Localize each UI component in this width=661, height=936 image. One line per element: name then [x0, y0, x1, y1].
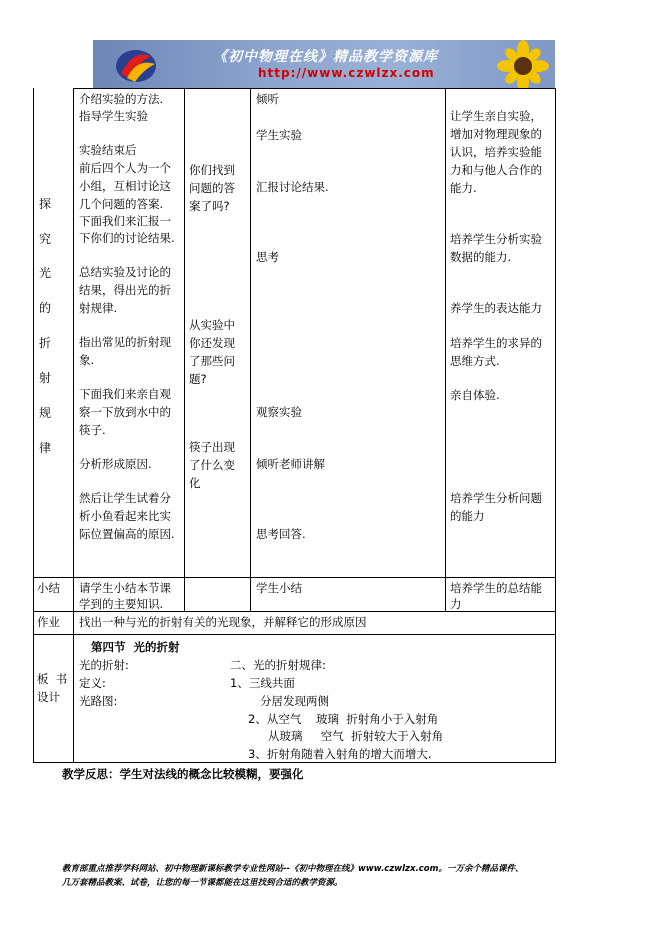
site-logo-icon: [113, 44, 159, 86]
teacher-line: 下你们的讨论结果.: [79, 231, 175, 245]
section-char: 光: [38, 266, 51, 280]
student-line: 汇报讨论结果.: [256, 180, 329, 194]
question-line: 了那些问: [189, 354, 235, 368]
banner-title: 《初中物理在线》精品教学资源库: [213, 49, 438, 65]
col-border-1: [73, 88, 74, 763]
teacher-line: 下面我们来亲自观: [79, 387, 171, 401]
board-right-line: 1、三线共面: [230, 676, 295, 690]
summary-student: 学生小结: [256, 581, 302, 595]
board-label-line: 板 书: [37, 672, 68, 686]
student-line: 倾听老师讲解: [256, 457, 325, 471]
summary-label: 小结: [37, 581, 60, 595]
section-char: 探: [38, 197, 51, 211]
teacher-line: 几个问题的答案.: [79, 197, 164, 211]
teacher-line: 小组，互相讨论这: [79, 179, 171, 193]
student-line: 思考: [256, 250, 279, 264]
footer-line: 教育部重点推荐学科网站、初中物理新课标教学专业性网站--《初中物理在线》www.czwlzx.com。一万余个精品课件、: [62, 864, 524, 874]
teacher-line: 指出常见的折射现: [79, 335, 171, 349]
section-char: 射: [38, 371, 51, 385]
goal-line: 认识，培养实验能: [450, 145, 542, 159]
table-top-border: [73, 88, 555, 89]
homework-text: 找出一种与光的折射有关的光现象，并解释它的形成原因: [79, 615, 367, 629]
sunflower-icon: [493, 40, 555, 88]
board-right-line: 二、光的折射规律:: [230, 658, 326, 672]
question-line: 问题的答: [189, 181, 235, 195]
col-border-2: [184, 88, 185, 612]
question-line: 筷子出现: [189, 440, 235, 454]
teacher-line: 射规律.: [79, 301, 118, 315]
row-divider-main: [33, 577, 556, 578]
board-heading: 第四节 光的折射: [91, 640, 180, 654]
question-line: 从实验中: [189, 318, 235, 332]
student-line: 思考回答.: [256, 527, 306, 541]
goal-line: 的能力: [450, 509, 485, 523]
teacher-line: 筷子.: [79, 423, 106, 437]
board-right-line: 3、折射角随着入射角的增大而增大.: [248, 747, 432, 761]
teacher-line: 介绍实验的方法.: [79, 92, 164, 106]
goal-line: 培养学生分析问题: [450, 491, 542, 505]
question-line: 你还发现: [189, 336, 235, 350]
goal-line: 让学生亲自实验，: [450, 109, 542, 123]
board-left-line: 定义:: [79, 676, 106, 690]
goal-line: 养学生的表达能力: [450, 301, 542, 315]
question-line: 题?: [189, 372, 207, 386]
question-line: 了什么变: [189, 458, 235, 472]
goal-line: 增加对物理现象的: [450, 127, 542, 141]
teacher-line: 析小鱼看起来比实: [79, 509, 171, 523]
teacher-line: 察一下放到水中的: [79, 405, 171, 419]
student-line: 倾听: [256, 92, 279, 106]
goal-line: 思维方式.: [450, 354, 500, 368]
question-line: 案了吗?: [189, 199, 230, 213]
header-banner: [93, 40, 555, 88]
teaching-reflection: 教学反思：学生对法线的概念比较模糊，要强化: [62, 767, 304, 781]
teacher-line: 前后四个人为一个: [79, 161, 171, 175]
col-border-left: [33, 88, 34, 763]
goal-line: 培养学生的求异的: [450, 336, 542, 350]
teacher-line: 总结实验及讨论的: [79, 265, 171, 279]
col-border-4: [445, 88, 446, 612]
section-char: 的: [38, 301, 51, 315]
teacher-line: 实验结束后: [79, 143, 137, 157]
board-right-line: 2、从空气 玻璃 折射角小于入射角: [248, 712, 439, 726]
teacher-line: 分析形成原因.: [79, 457, 152, 471]
board-label-line: 设计: [37, 690, 60, 704]
col-border-3: [250, 88, 251, 612]
teacher-line: 际位置偏高的原因.: [79, 527, 175, 541]
summary-goal-line: 力: [450, 597, 462, 611]
section-char: 究: [38, 232, 51, 246]
board-left-line: 光路图:: [79, 694, 118, 708]
teacher-line: 象.: [79, 353, 95, 367]
summary-teacher-line: 学到的主要知识.: [79, 597, 164, 611]
section-char: 规: [38, 406, 51, 420]
homework-label: 作业: [37, 615, 60, 629]
goal-line: 培养学生分析实验: [450, 232, 542, 246]
teacher-line: 下面我们来汇报一: [79, 214, 171, 228]
goal-line: 能力.: [450, 181, 477, 195]
question-line: 你们找到: [189, 163, 235, 177]
goal-line: 亲自体验.: [450, 388, 500, 402]
teacher-line: 结果，得出光的折: [79, 283, 171, 297]
section-char: 律: [38, 441, 51, 455]
board-right-line: 分居发现两侧: [260, 694, 329, 708]
summary-goal-line: 培养学生的总结能: [450, 581, 542, 595]
goal-line: 力和与他人合作的: [450, 163, 542, 177]
row-divider-homework: [33, 634, 556, 635]
section-char: 折: [38, 336, 51, 350]
board-right-line: 从玻璃 空气 折射较大于入射角: [268, 729, 444, 743]
col-border-right: [555, 88, 556, 763]
banner-url[interactable]: http://www.czwlzx.com: [258, 66, 435, 80]
student-line: 观察实验: [256, 405, 302, 419]
teacher-line: 然后让学生试着分: [79, 491, 171, 505]
student-line: 学生实验: [256, 128, 302, 142]
goal-line: 数据的能力.: [450, 250, 512, 264]
summary-teacher-line: 请学生小结本节课: [79, 581, 171, 595]
board-left-line: 光的折射:: [79, 658, 129, 672]
question-line: 化: [189, 476, 201, 490]
teacher-line: 指导学生实验: [79, 109, 148, 123]
footer-line: 几万套精品教案、试卷，让您的每一节课都能在这里找到合适的教学资源。: [62, 878, 343, 888]
